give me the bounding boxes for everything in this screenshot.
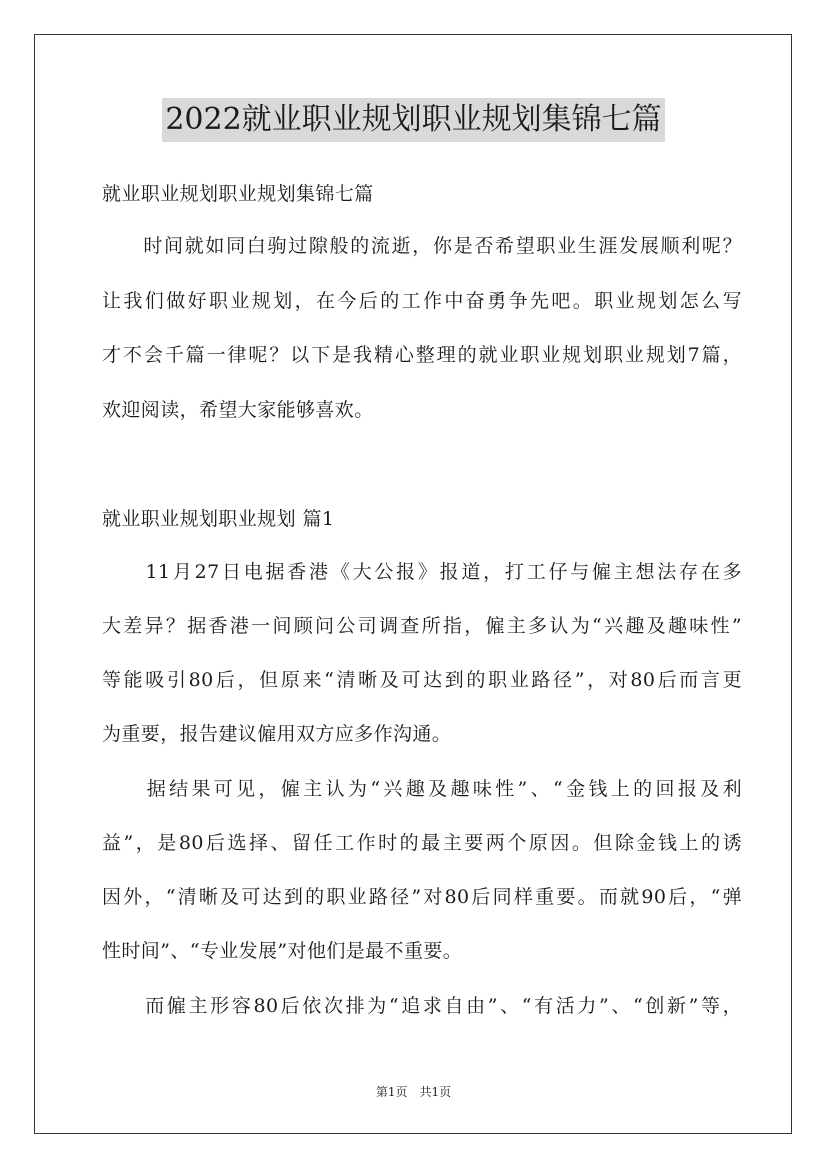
paragraph-2-line: 据结果可见，僱主认为“兴趣及趣味性”、“金钱上的回报及利 <box>102 778 742 800</box>
intro-line: 才不会千篇一律呢？以下是我精心整理的就业职业规划职业规划7篇， <box>102 344 742 366</box>
paragraph-1-line: 为重要，报告建议僱用双方应多作沟通。 <box>102 723 452 745</box>
page-number: 第1页 共1页 <box>375 1085 452 1099</box>
paragraph-2-line: 性时间”、“专业发展”对他们是最不重要。 <box>102 940 463 962</box>
paragraph-2-line: 因外，“清晰及可达到的职业路径”对80后同样重要。而就90后，“弹 <box>102 886 742 908</box>
paragraph-2-line: 益”，是80后选择、留任工作时的最主要两个原因。但除金钱上的诱 <box>102 832 742 854</box>
document-title-text: 2022就业职业规划职业规划集锦七篇 <box>162 98 664 142</box>
paragraph-1-line: 大差异？据香港一间顾问公司调查所指，僱主多认为“兴趣及趣味性” <box>102 615 742 637</box>
intro-line: 时间就如同白驹过隙般的流逝，你是否希望职业生涯发展顺利呢？ <box>102 235 742 257</box>
page-footer <box>0 1084 827 1100</box>
intro-line: 欢迎阅读，希望大家能够喜欢。 <box>102 399 374 421</box>
paragraph-3-line: 而僱主形容80后依次排为“追求自由”、“有活力”、“创新”等， <box>102 995 742 1017</box>
paragraph-1-line: 11月27日电据香港《大公报》报道，打工仔与僱主想法存在多 <box>102 561 742 583</box>
section-heading: 就业职业规划职业规划 篇1 <box>102 508 335 530</box>
paragraph-1-line: 等能吸引80后，但原来“清晰及可达到的职业路径”，对80后而言更 <box>102 669 742 691</box>
document-title <box>0 98 827 142</box>
document-subtitle: 就业职业规划职业规划集锦七篇 <box>102 183 374 205</box>
intro-line: 让我们做好职业规划，在今后的工作中奋勇争先吧。职业规划怎么写 <box>102 290 742 312</box>
